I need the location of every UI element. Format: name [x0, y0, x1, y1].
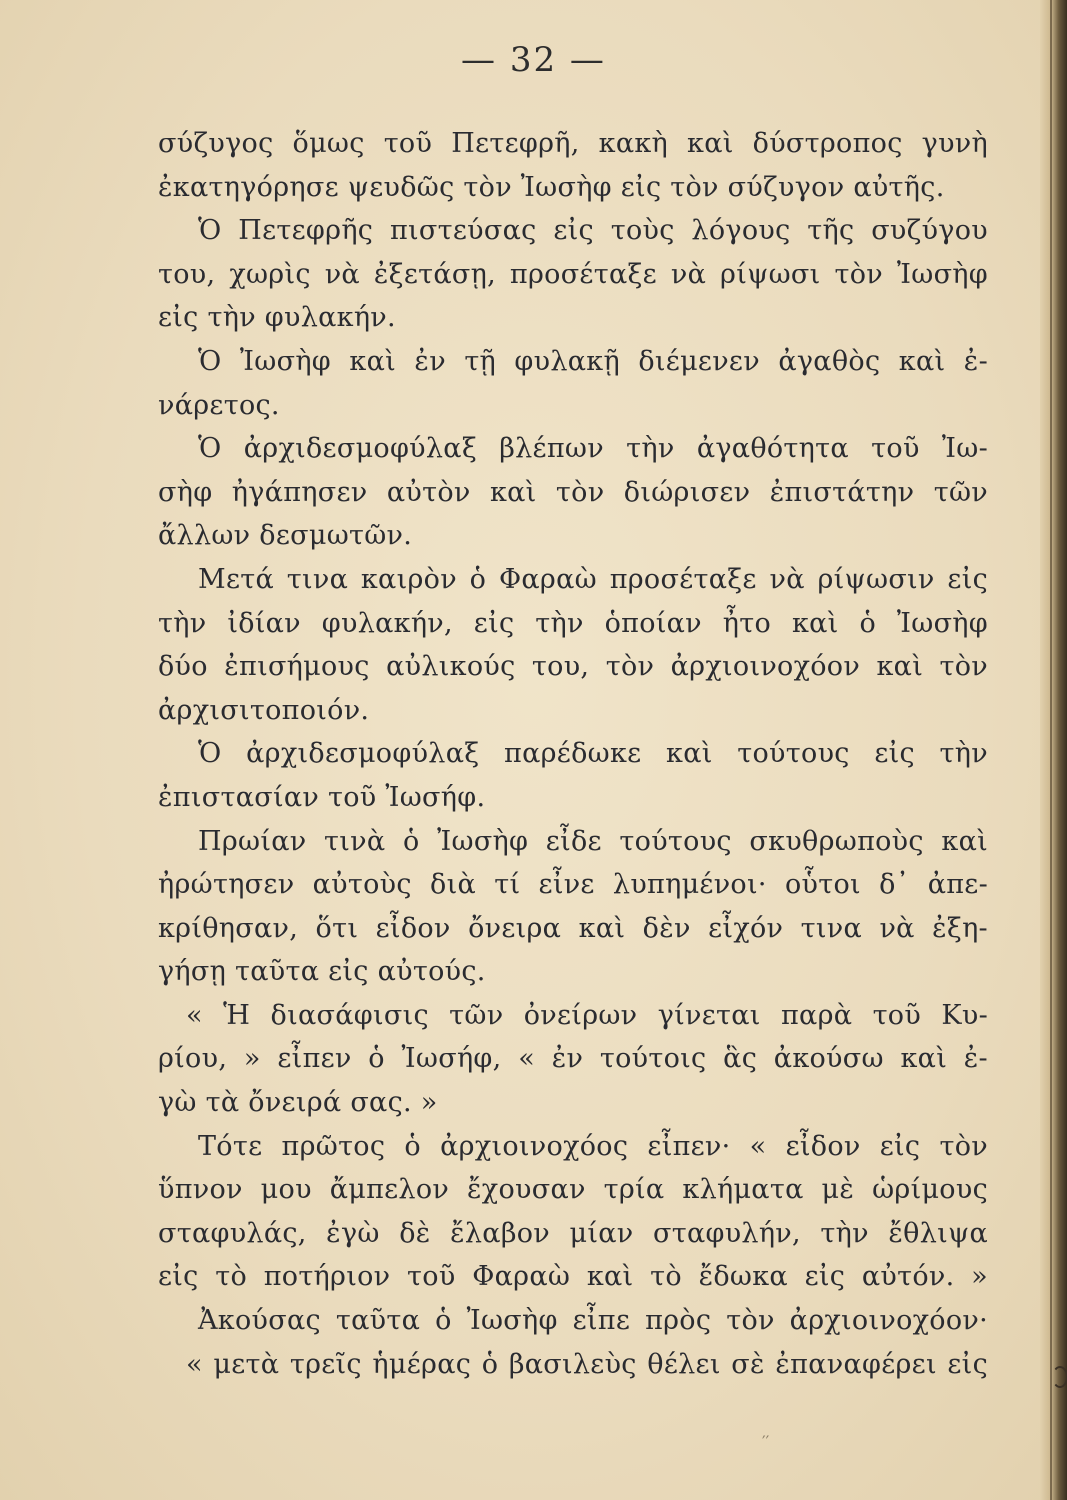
- text-line: ἐπιστασίαν τοῦ Ἰωσήφ.: [158, 781, 486, 813]
- text-line: σταφυλάς, ἐγὼ δὲ ἔλαβον μίαν σταφυλήν, τὴν ἔθλιψα: [158, 1217, 988, 1249]
- text-line: ἠρώτησεν αὐτοὺς διὰ τί εἶνε λυπημένοι· οὗτοι δ᾽ ἀπε-: [158, 869, 988, 901]
- text-line: ἀρχισιτοποιόν.: [158, 694, 370, 726]
- text-line: γὼ τὰ ὄνειρά σας. »: [158, 1087, 438, 1119]
- binding-edge: [1050, 0, 1052, 1500]
- page-gutter: [1040, 0, 1067, 1500]
- text-line: ὕπνον μου ἄμπελον ἔχουσαν τρία κλήματα μὲ ὡρίμους: [158, 1174, 988, 1206]
- text-line: σύζυγος ὅμως τοῦ Πετεφρῆ, κακὴ καὶ δύστροπος γυνὴ: [158, 128, 988, 159]
- page-text: [158, 122, 988, 1386]
- text-line: σὴφ ἠγάπησεν αὐτὸν καὶ τὸν διώρισεν ἐπιστάτην τῶν: [158, 476, 988, 508]
- text-line: ρίου, » εἶπεν ὁ Ἰωσήφ, « ἐν τούτοις ἃς ἀκούσω καὶ ἐ-: [158, 1043, 988, 1075]
- text-line: Μετά τινα καιρὸν ὁ Φαραὼ προσέταξε νὰ ρίψωσιν εἰς: [198, 563, 988, 595]
- text-line: ἐκατηγόρησε ψευδῶς τὸν Ἰωσὴφ εἰς τὸν σύζυγον αὐτῆς.: [158, 171, 945, 203]
- text-line: « μετὰ τρεῖς ἡμέρας ὁ βασιλεὺς θέλει σὲ ἐπαναφέρει εἰς: [186, 1348, 988, 1380]
- text-line: νάρετος.: [158, 389, 280, 421]
- text-line: εἰς τὸ ποτήριον τοῦ Φαραὼ καὶ τὸ ἔδωκα εἰς αὐτόν. »: [158, 1261, 988, 1293]
- text-line: Ἀκούσας ταῦτα ὁ Ἰωσὴφ εἶπε πρὸς τὸν ἀρχιοινοχόον·: [198, 1305, 988, 1337]
- text-line: Ὁ Ἰωσὴφ καὶ ἐν τῇ φυλακῇ διέμενεν ἀγαθὸς καὶ ἐ-: [198, 345, 988, 377]
- text-line: εἰς τὴν φυλακήν.: [158, 302, 396, 334]
- text-line: « Ἡ διασάφισις τῶν ὀνείρων γίνεται παρὰ τοῦ Κυ-: [186, 999, 988, 1031]
- text-line: κρίθησαν, ὅτι εἶδον ὄνειρα καὶ δὲν εἶχόν τινα νὰ ἐξη-: [158, 912, 988, 944]
- text-line: Πρωίαν τινὰ ὁ Ἰωσὴφ εἶδε τούτους σκυθρωποὺς καὶ: [198, 825, 988, 857]
- text-line: τὴν ἰδίαν φυλακήν, εἰς τὴν ὁποίαν ἦτο καὶ ὁ Ἰωσὴφ: [158, 607, 988, 639]
- stray-mark: ′′: [762, 1432, 770, 1451]
- text-line: του, χωρὶς νὰ ἐξετάσῃ, προσέταξε νὰ ρίψωσι τὸν Ἰωσὴφ: [158, 258, 988, 290]
- page-edge-mark: [1052, 1366, 1067, 1388]
- text-line: Ὁ Πετεφρῆς πιστεύσας εἰς τοὺς λόγους τῆς συζύγου: [198, 215, 988, 247]
- text-line: ἄλλων δεσμωτῶν.: [158, 520, 413, 552]
- text-line: Ὁ ἀρχιδεσμοφύλαξ παρέδωκε καὶ τούτους εἰς τὴν: [198, 738, 988, 770]
- text-line: δύο ἐπισήμους αὐλικούς του, τὸν ἀρχιοινοχόον καὶ τὸν: [158, 651, 988, 683]
- text-line: γήσῃ ταῦτα εἰς αὐτούς.: [158, 956, 486, 988]
- text-line: Ὁ ἀρχιδεσμοφύλαξ βλέπων τὴν ἀγαθότητα τοῦ Ἰω-: [198, 433, 988, 465]
- text-line: Τότε πρῶτος ὁ ἀρχιοινοχόος εἶπεν· « εἶδον εἰς τὸν: [198, 1130, 988, 1162]
- page-number: — 32 —: [461, 40, 606, 80]
